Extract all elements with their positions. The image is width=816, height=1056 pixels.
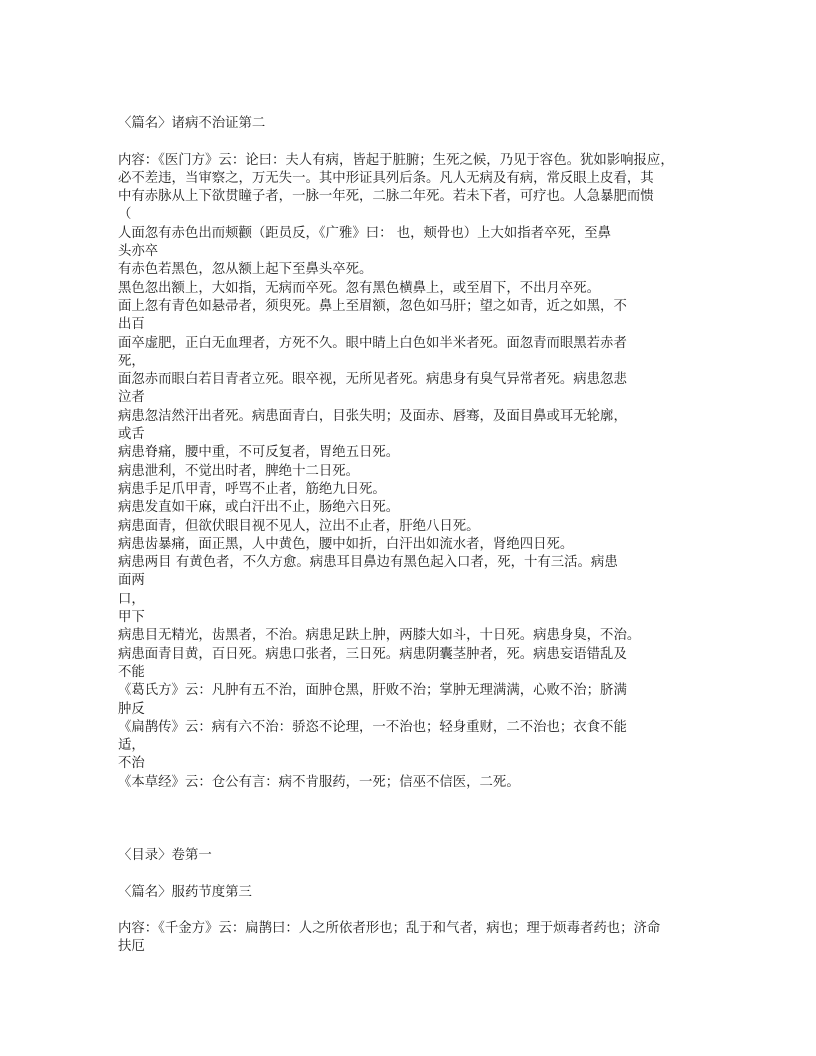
text-line: 口，	[118, 591, 145, 607]
chapter-heading-2: 〈篇名〉服药节度第三	[118, 884, 252, 900]
text-line: 中有赤脉从上下欲贯瞳子者，一脉一年死，二脉二年死。若未下者，可疗也。人急暴肥而愦	[118, 189, 654, 205]
text-line: 病患泄利，不觉出时者，脾绝十二日死。	[118, 463, 360, 479]
text-line: 头亦卒	[118, 244, 159, 260]
text-line: 死，	[118, 353, 145, 369]
text-line: 面卒虚肥，正白无血理者，方死不久。眼中睛上白色如半米者死。面忽青而眼黑若赤者	[118, 335, 627, 351]
text-line: 《扁鹊传》云：病有六不治：骄恣不论理，一不治也；轻身重财，二不治也；衣食不能	[118, 719, 627, 735]
text-line: 病患发直如干麻，或白汗出不止，肠绝六日死。	[118, 500, 400, 516]
text-line: 有赤色若黑色，忽从额上起下至鼻头卒死。	[118, 262, 373, 278]
chapter-heading: 〈篇名〉诸病不治证第二	[118, 116, 266, 131]
text-line: 病患脊痛，腰中重，不可反复者，胃绝五日死。	[118, 445, 400, 461]
chapter-body-2	[118, 920, 698, 957]
text-line: 《本草经》云：仓公有言：病不肯服药，一死；信巫不信医，二死。	[118, 774, 520, 790]
text-line: 适，	[118, 738, 145, 754]
text-line: 内容：《医门方》云：论曰：夫人有病，皆起于脏腑；生死之候，乃见于容色。犹如影响报应，	[118, 152, 674, 168]
text-line: （	[118, 207, 132, 223]
text-line: 必不差违，当审察之，万无失一。其中形证具列后条。凡人无病及有病，常反眼上皮看，其	[118, 170, 654, 186]
text-line: 内容：《千金方》云：扁鹊曰：人之所依者形也；乱于和气者，病也；理于烦毒者药也；济命	[118, 921, 661, 937]
text-line: 出百	[118, 317, 145, 333]
chapter-body	[118, 152, 698, 792]
text-line: 不能	[118, 664, 145, 680]
text-line: 黑色忽出额上，大如指，无病而卒死。忽有黑色横鼻上，或至眉下，不出月卒死。	[118, 280, 601, 296]
text-line: 面上忽有青色如悬帚者，须臾死。鼻上至眉额，忽色如马肝；望之如青，近之如黑，不	[118, 298, 627, 314]
text-line: 或舌	[118, 427, 145, 443]
text-line: 病患手足爪甲青，呼骂不止者，筋绝九日死。	[118, 481, 386, 497]
text-line: 病患面青目黄，百日死。病患口张者，三日死。病患阴囊茎肿者，死。病患妄语错乱及	[118, 646, 627, 662]
text-line: 病患忽洁然汗出者死。病患面青白，目张失明；及面赤、唇骞，及面目鼻或耳无轮廓，	[118, 408, 627, 424]
text-line: 甲下	[118, 610, 145, 626]
text-line: 面忽赤而眼白若目青者立死。眼卒视，无所见者死。病患身有臭气异常者死。病患忽悲	[118, 372, 627, 388]
text-line: 不治	[118, 756, 145, 772]
text-line: 病患齿暴痛，面正黑，人中黄色，腰中如折，白汗出如流水者，肾绝四日死。	[118, 536, 574, 552]
document-page	[118, 115, 698, 957]
text-line: 病患两目 有黄色者，不久方愈。病患耳目鼻边有黑色起入口者，死，十有三活。病患	[118, 555, 618, 571]
text-line: 扶厄	[118, 939, 145, 955]
text-line: 肿反	[118, 701, 145, 717]
text-line: 面两	[118, 573, 145, 589]
catalog-heading: 〈目录〉卷第一	[118, 847, 212, 863]
text-line: 病患面青，但欲伏眼目视不见人，泣出不止者，肝绝八日死。	[118, 518, 480, 534]
text-line: 泣者	[118, 390, 145, 406]
text-line: 人面忽有赤色出而颊颧（距员反，《广雅》曰： 也，颊骨也）上大如指者卒死，至鼻	[118, 225, 612, 241]
text-line: 病患目无精光，齿黑者，不治。病患足趺上肿，两膝大如斗，十日死。病患身臭，不治。	[118, 628, 641, 644]
text-line: 《葛氏方》云：凡肿有五不治，面肿仓黑，肝败不治；掌肿无理满满，心败不治；脐满	[118, 683, 627, 699]
